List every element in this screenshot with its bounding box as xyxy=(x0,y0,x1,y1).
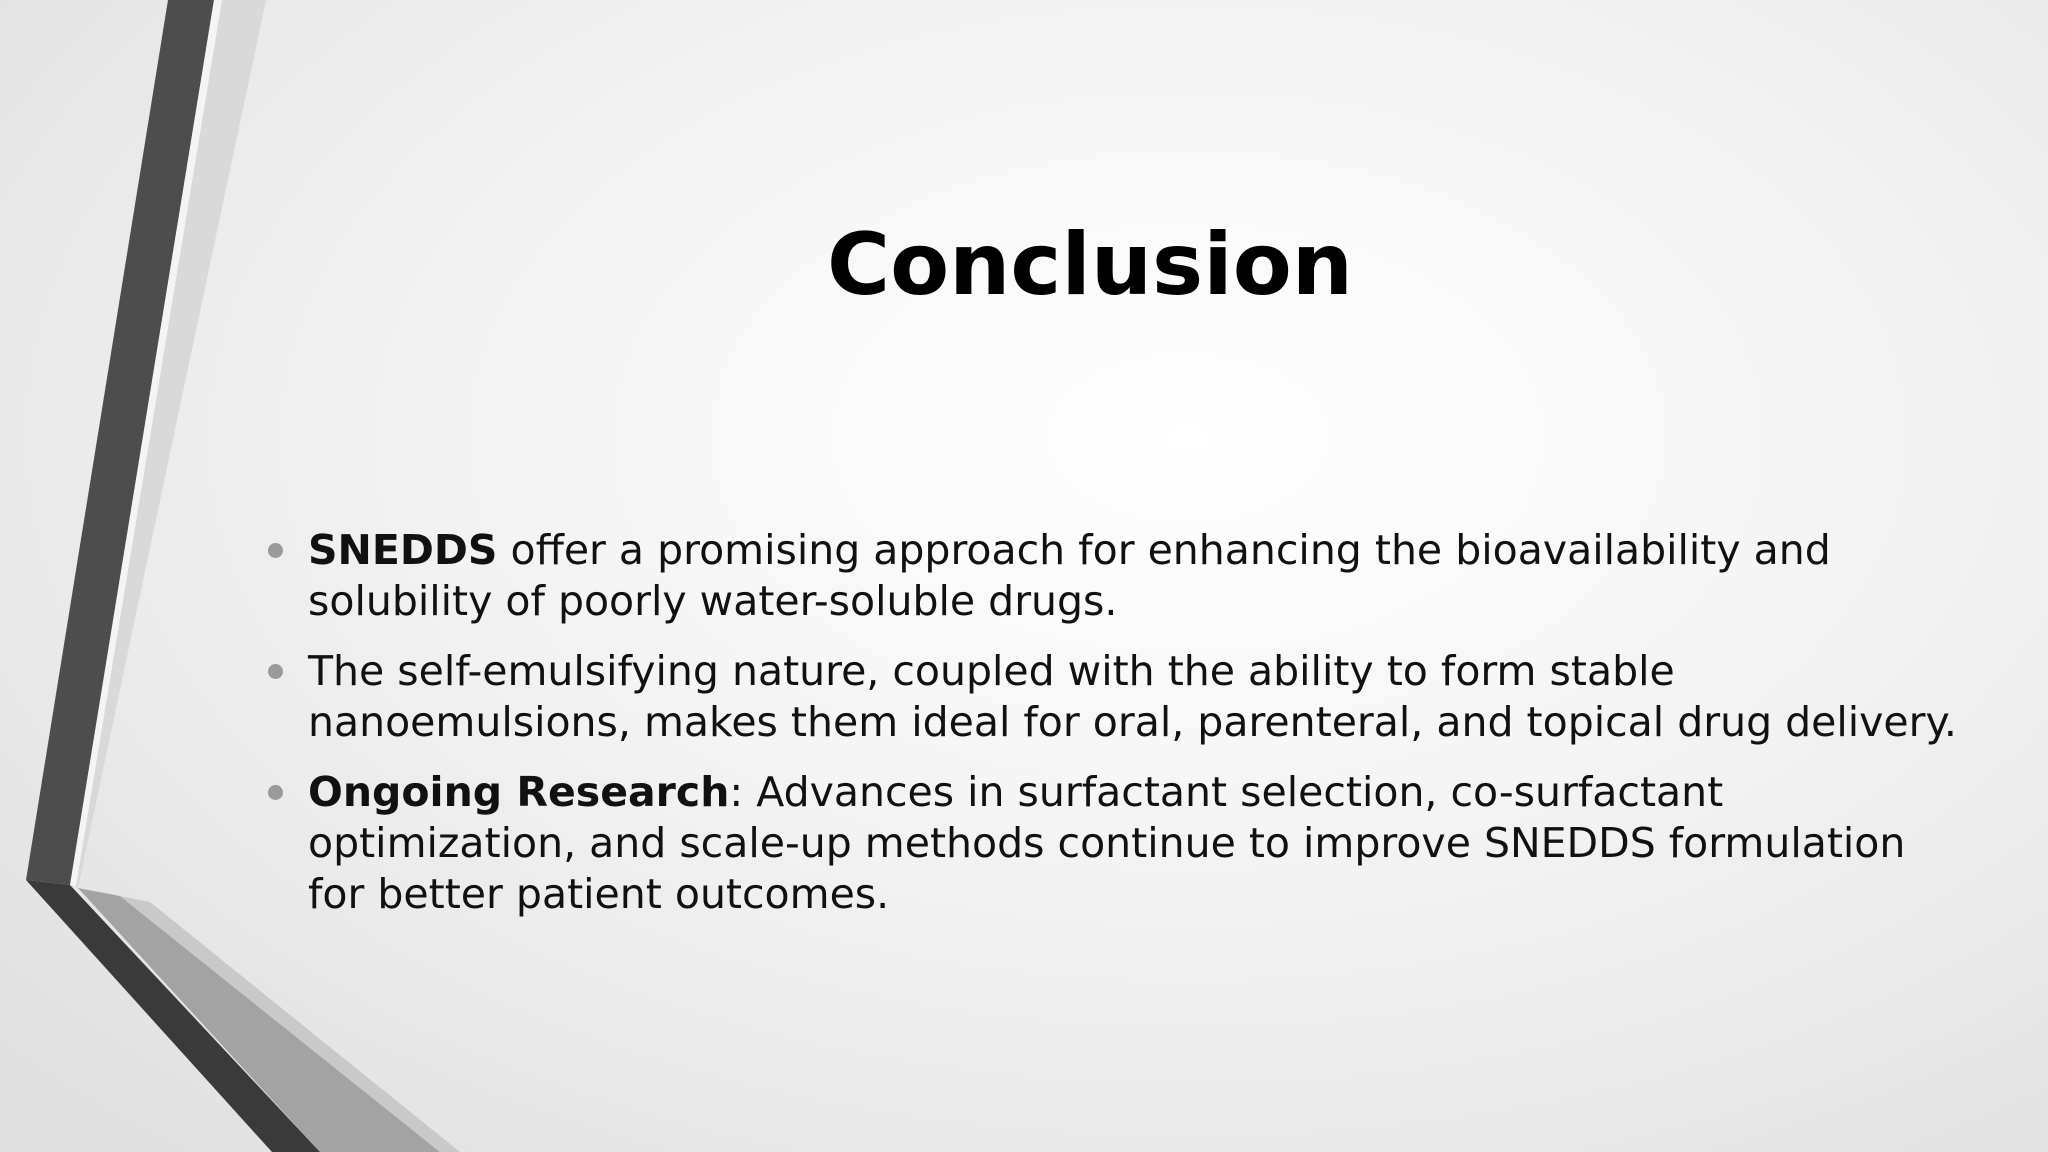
stripe-highlight xyxy=(70,0,222,886)
bullet-list xyxy=(262,525,1962,939)
bullet-term: Ongoing Research xyxy=(308,768,730,816)
bullet-dot-icon xyxy=(268,785,283,800)
bullet-text: : Advances in surfactant selection, co-surfactant optimization, and scale-up methods continue to improve SNEDDS formulation for better patient outcomes. xyxy=(308,768,1906,918)
bullet-text: offer a promising approach for enhancing the bioavailability and solubility of poorly water-soluble drugs. xyxy=(308,526,1831,625)
dark-vertical-stripe xyxy=(26,0,214,885)
bullet-dot-icon xyxy=(268,664,283,679)
bullet-text: The self-emulsifying nature, coupled with the ability to form stable nanoemulsions, makes them ideal for oral, parenteral, and topical drug delivery. xyxy=(308,647,1957,746)
bullet-item-self-emulsifying xyxy=(262,646,1962,748)
bullet-item-snedds xyxy=(262,525,1962,627)
slide-title: Conclusion xyxy=(826,215,1354,315)
bullet-term: SNEDDS xyxy=(308,526,498,574)
bullet-dot-icon xyxy=(268,543,283,558)
bullet-item-ongoing-research xyxy=(262,767,1962,920)
